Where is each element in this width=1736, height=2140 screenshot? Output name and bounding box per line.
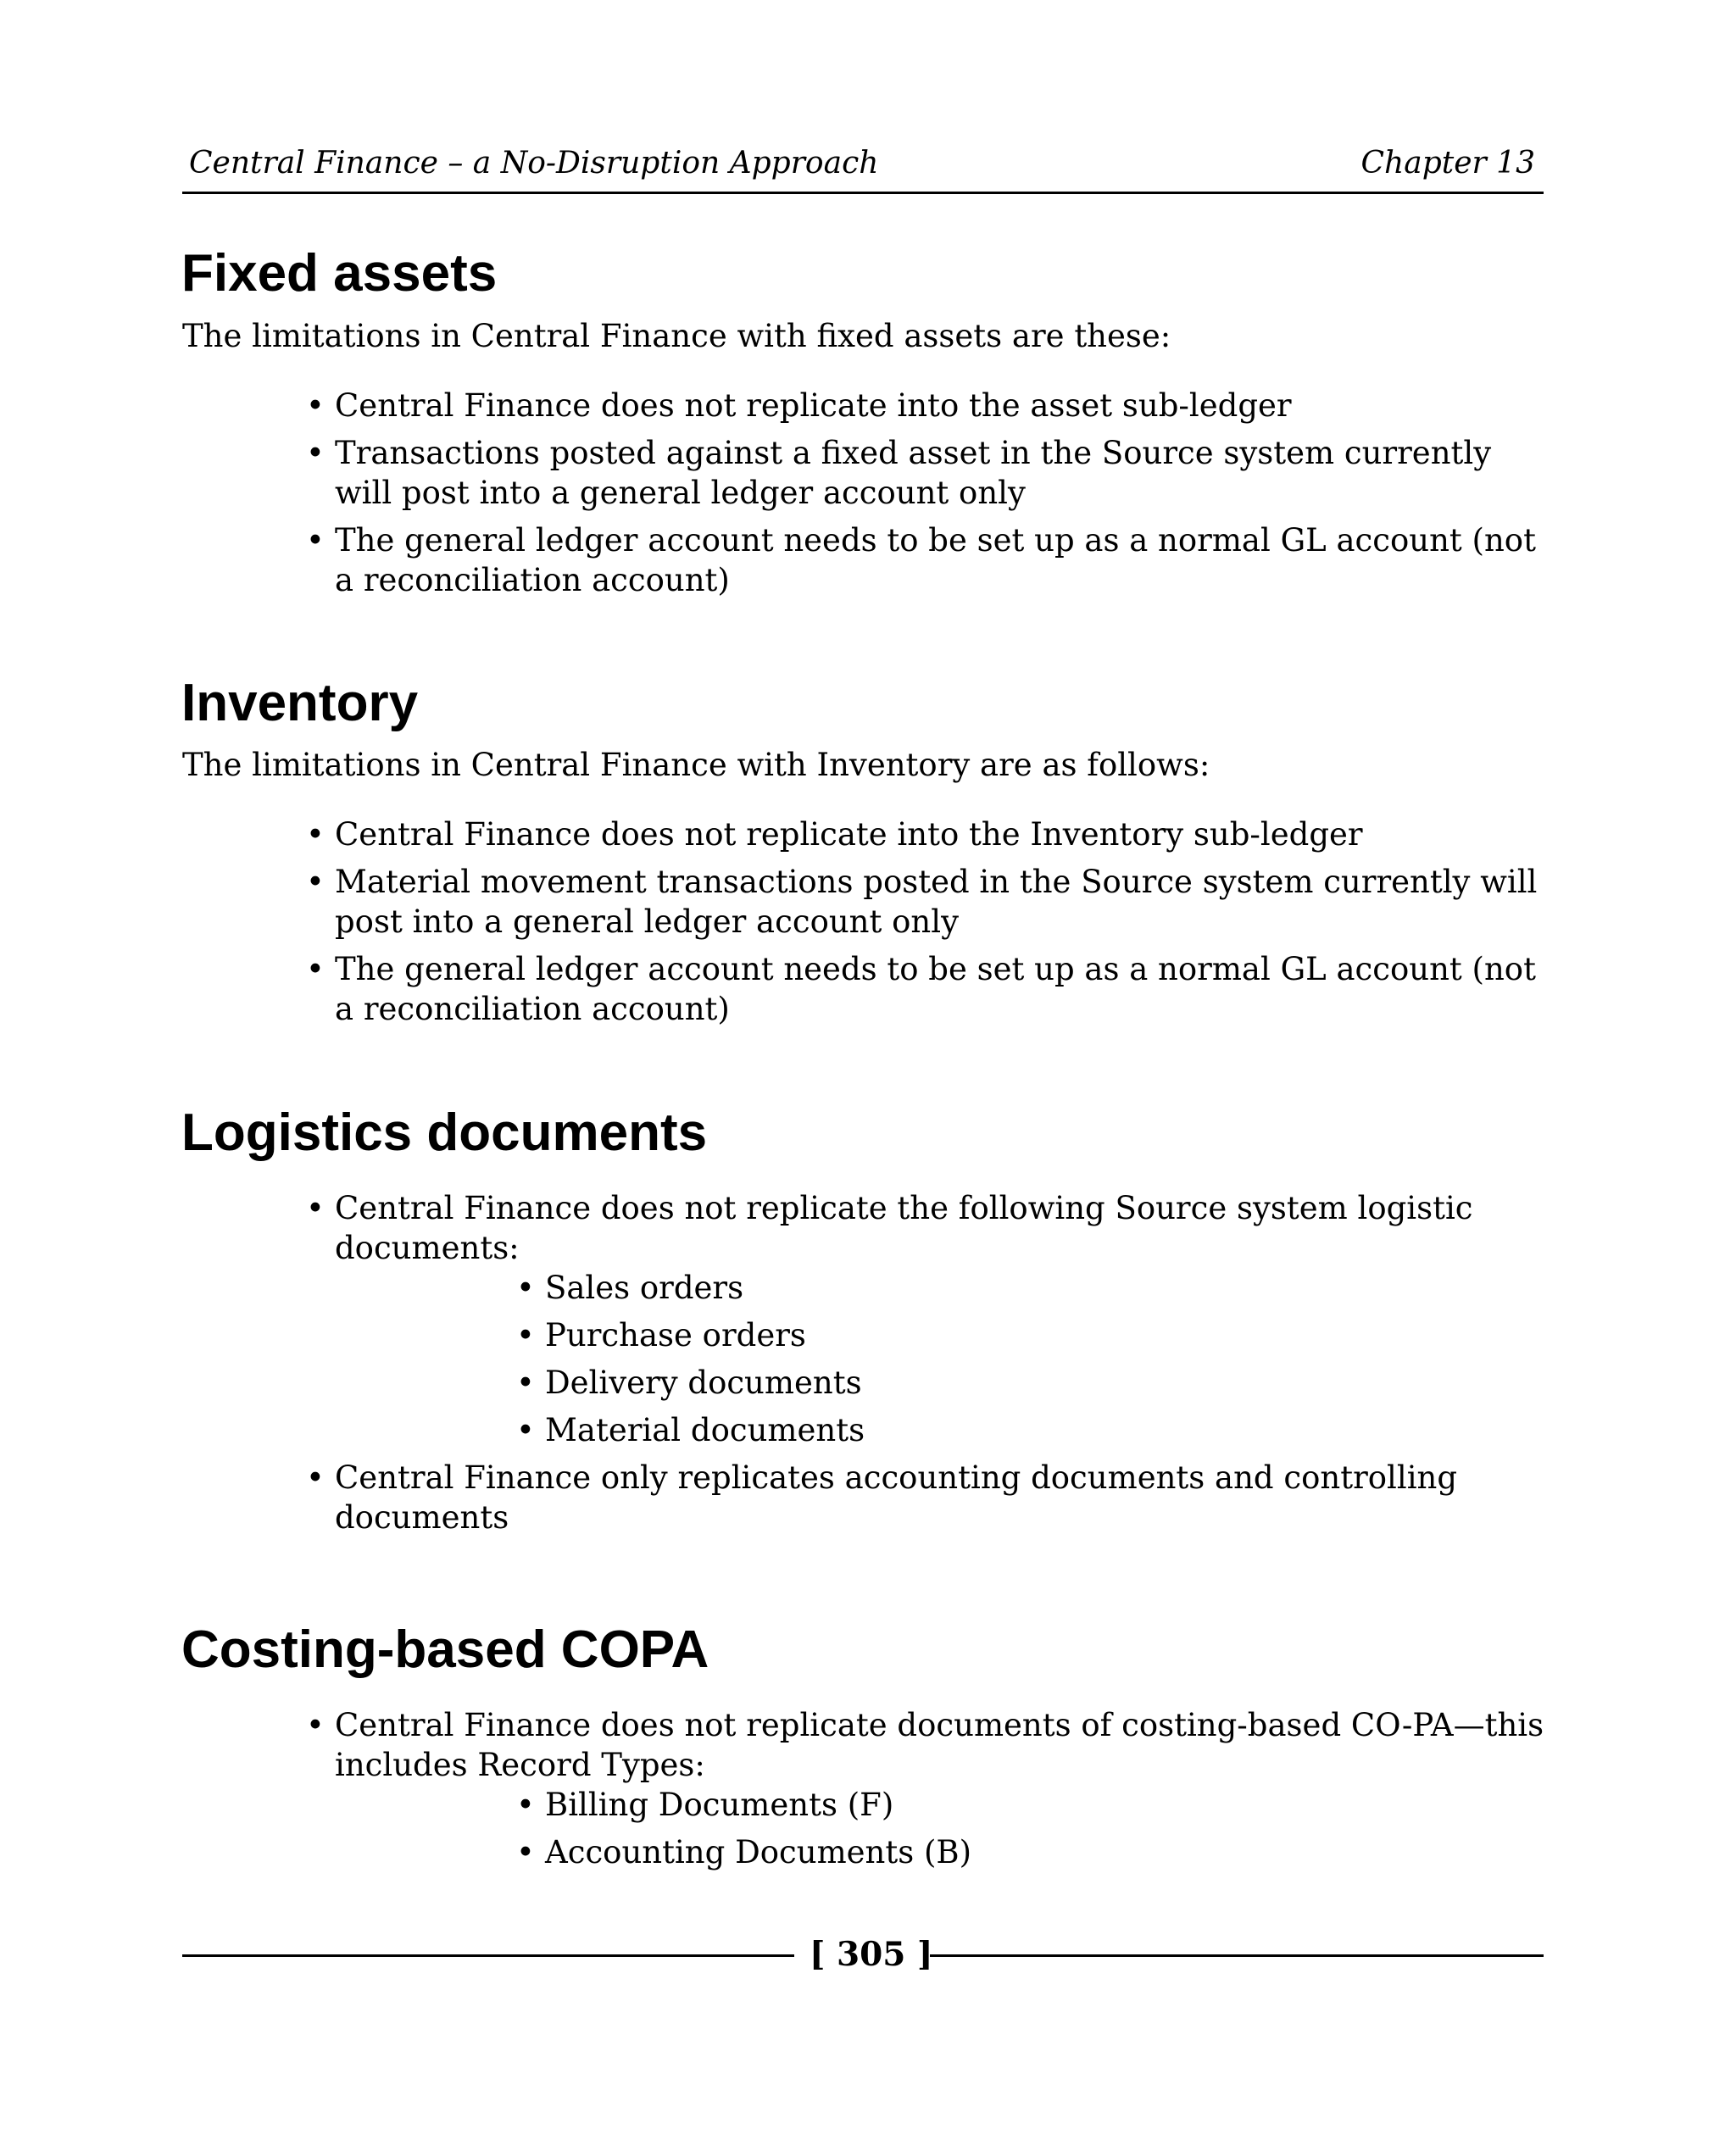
page-number: [ 305 ] [810,1935,933,1974]
section-intro-fixed-assets: The limitations in Central Finance with fixed assets are these: [182,318,1171,354]
list-item: • Central Finance does not replicate into the Inventory sub-ledger [306,816,1363,853]
bullet-icon: • [306,435,325,471]
bullet-list-inventory [306,814,1547,1037]
book-title: Central Finance – a No-Disruption Approach [189,146,879,181]
list-item: • Central Finance does not replicate the following Source system logistic documents: • Sales orders • Purchase orders • Delivery documents • Material documents [335,1188,1547,1450]
bullet-list-logistics [306,1188,1547,1545]
bullet-icon: • [306,951,325,987]
page-footer [182,1931,1544,1978]
list-item: • Material movement transactions posted in the Source system currently will post into a general ledger account only [306,864,1538,940]
bullet-icon: • [306,1190,325,1226]
bullet-icon: • [306,1707,325,1743]
sub-list-item: • Accounting Documents (B) [516,1834,972,1870]
bullet-icon: • [306,816,325,853]
sub-list-item: • Material documents [516,1412,865,1448]
list-item: • Central Finance only replicates accounting documents and controlling documents [306,1459,1458,1536]
running-header [182,142,1544,194]
section-title-fixed-assets: Fixed assets [181,244,498,303]
list-item: • Transactions posted against a fixed asset in the Source system currently will post into a general ledger account only [306,435,1492,511]
bullet-icon: • [516,1834,535,1870]
bullet-icon: • [306,387,325,424]
bullet-icon: • [306,1459,325,1496]
sub-list-item: • Billing Documents (F) [516,1787,894,1823]
section-intro-inventory: The limitations in Central Finance with Inventory are as follows: [182,747,1210,783]
list-item: • The general ledger account needs to be set up as a normal GL account (not a reconciliation account) [306,522,1536,598]
list-item: • The general ledger account needs to be set up as a normal GL account (not a reconciliation account) [306,951,1536,1027]
footer-rule-left [182,1954,794,1957]
footer-rule-right [930,1954,1544,1957]
bullet-icon: • [516,1270,535,1306]
section-title-copa: Costing-based COPA [181,1620,709,1679]
bullet-list-fixed-assets [306,386,1547,608]
sub-list-item: • Sales orders [516,1270,744,1306]
sub-list-item: • Delivery documents [516,1365,862,1401]
section-title-logistics: Logistics documents [181,1103,708,1162]
bullet-icon: • [306,864,325,900]
list-item: • Central Finance does not replicate into the asset sub-ledger [306,387,1292,424]
sub-bullet-list-logistics [335,1268,1547,1450]
bullet-icon: • [306,522,325,559]
sub-list-item: • Purchase orders [516,1317,806,1353]
bullet-icon: • [516,1365,535,1401]
chapter-label: Chapter 13 [1360,146,1535,181]
bullet-icon: • [516,1317,535,1353]
list-item: • Central Finance does not replicate documents of costing-based CO-PA—this includes Record Types: • Billing Documents (F) • Accounting Documents (B) [335,1705,1547,1872]
bullet-icon: • [516,1787,535,1823]
bullet-icon: • [516,1412,535,1448]
section-title-inventory: Inventory [181,674,419,732]
sub-bullet-list-copa [335,1785,1547,1872]
bullet-list-copa [306,1705,1547,1880]
